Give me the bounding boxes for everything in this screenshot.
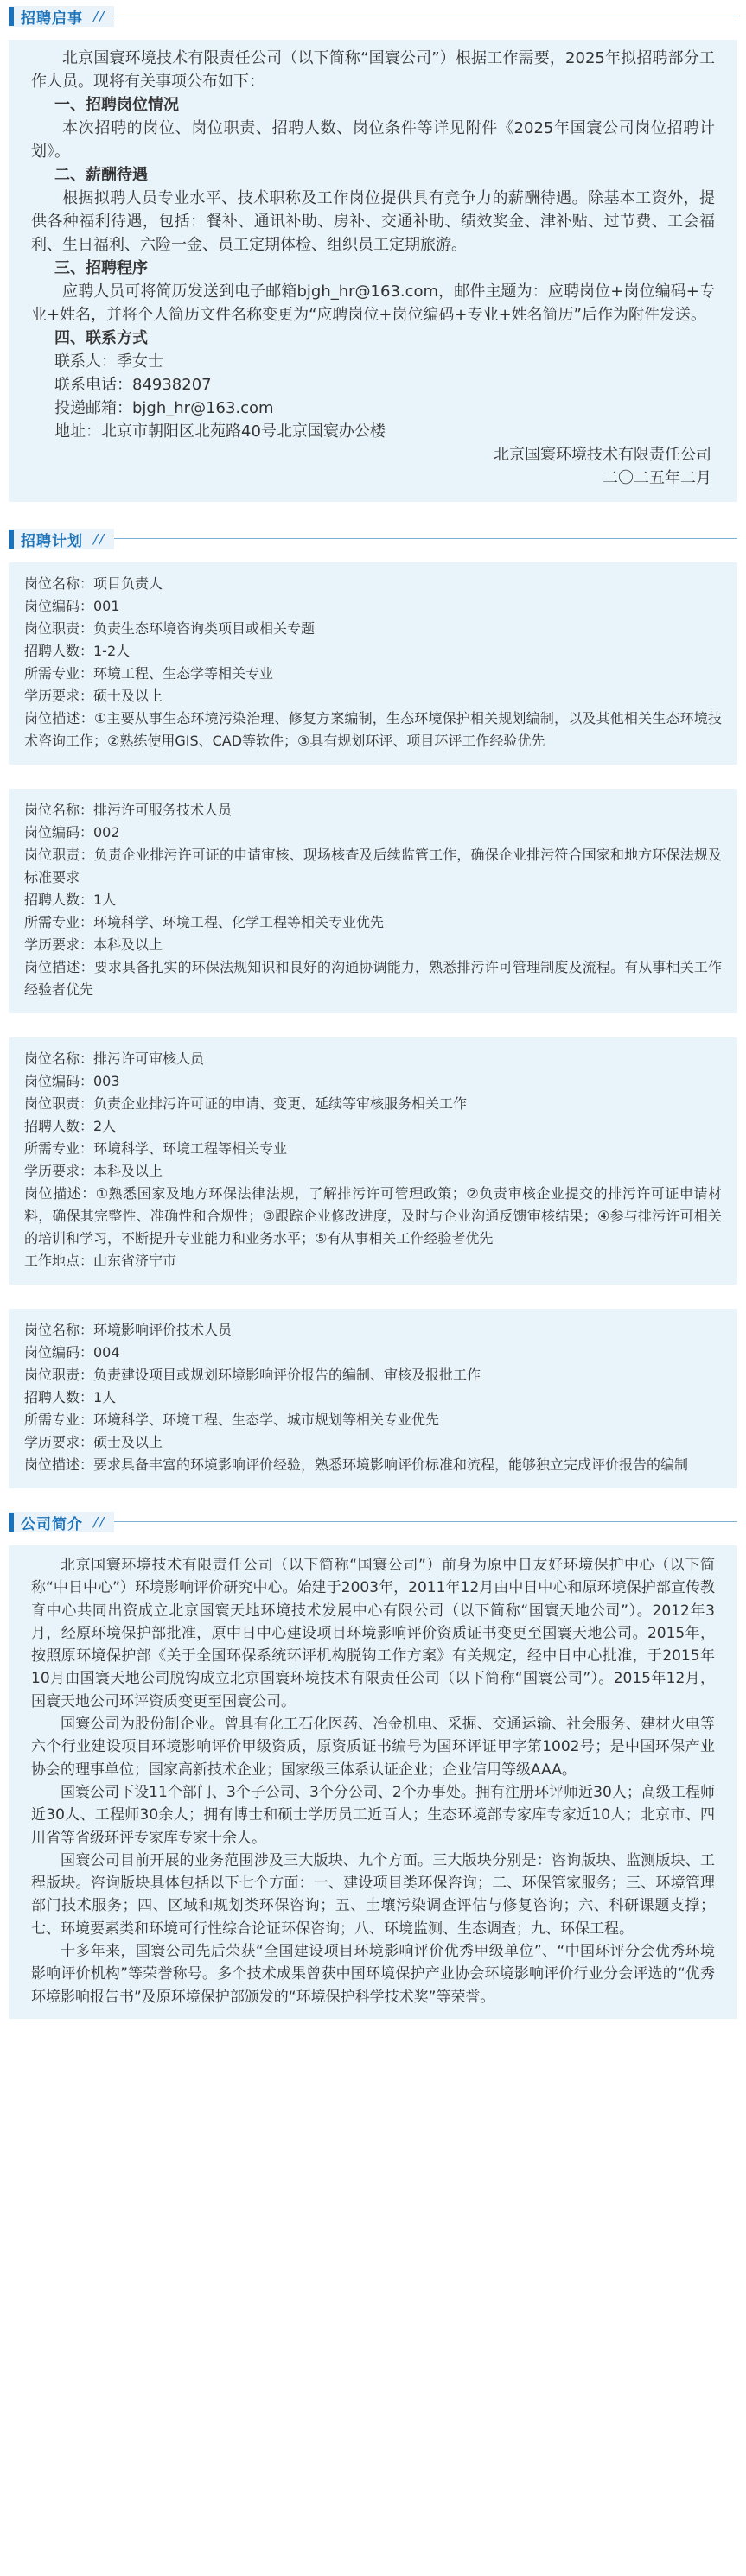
job-education: 学历要求：硕士及以上 <box>24 688 163 704</box>
notice-intro: 北京国寰环境技术有限责任公司（以下简称“国寰公司”）根据工作需要，2025年拟招聘部分工作人员。现将有关事项公布如下： <box>31 49 715 91</box>
job-duty: 岗位职责：负责生态环境咨询类项目或相关专题 <box>24 620 316 637</box>
section-header-plan <box>9 528 737 550</box>
notice-salary-text: 根据拟聘人员专业水平、技术职称及工作岗位提供具有竞争力的薪酬待遇。除基本工资外，提供各种福利待遇，包括：餐补、通讯补助、房补、交通补助、绩效奖金、津补贴、过节费、工会福利、生日福利、六险一金、员工定期体检、组织员工定期旅游。 <box>31 189 715 254</box>
section-title: 招聘计划 <box>21 532 83 550</box>
job-code: 岗位编码：003 <box>24 1073 120 1089</box>
job-count: 招聘人数：1人 <box>24 891 117 908</box>
section-slash-decoration: // <box>93 531 106 547</box>
company-qualifications: 国寰公司为股份制企业。曾具有化工石化医药、冶金机电、采掘、交通运输、社会服务、建材火电等六个行业建设项目环境影响评价甲级资质，原资质证书编号为国环评证甲字第1002号；是中国环保产业协会的理事单位；国家高新技术企业；国家级三体系认证企业；企业信用等级AAA。 <box>31 1716 715 1779</box>
job-duty: 岗位职责：负责建设项目或规划环境影响评价报告的编制、审核及报批工作 <box>24 1367 481 1383</box>
notice-panel <box>9 40 737 502</box>
notice-contact-address: 地址：北京市朝阳区北苑路40号北京国寰办公楼 <box>54 422 386 441</box>
job-count: 招聘人数：1-2人 <box>24 643 131 659</box>
job-name: 岗位名称：排污许可审核人员 <box>24 1050 205 1067</box>
job-name: 岗位名称：项目负责人 <box>24 575 163 592</box>
job-code: 岗位编码：001 <box>24 598 120 614</box>
section-tab <box>9 529 114 549</box>
notice-heading-salary: 二、薪酬待遇 <box>54 166 148 184</box>
job-card <box>9 1309 737 1488</box>
job-card <box>9 789 737 1013</box>
company-organization: 国寰公司下设11个部门、3个子公司、3个分公司、2个办事处。拥有注册环评师近30人；高级工程师近30人、工程师30余人；拥有博士和硕士学历员工近百人；生态环境部专家库专家近10人；北京市、四川省等省级环评专家库专家十余人。 <box>31 1783 715 1847</box>
section-title: 招聘启事 <box>21 10 83 28</box>
section-divider-line <box>9 538 737 539</box>
section-slash-decoration: // <box>93 9 106 24</box>
notice-positions-text: 本次招聘的岗位、岗位职责、招聘人数、岗位条件等详见附件《2025年国寰公司岗位招聘计划》。 <box>31 119 715 161</box>
job-name: 岗位名称：环境影响评价技术人员 <box>24 1322 233 1338</box>
job-education: 学历要求：本科及以上 <box>24 936 163 953</box>
job-code: 岗位编码：002 <box>24 824 120 841</box>
job-duty: 岗位职责：负责企业排污许可证的申请、变更、延续等审核服务相关工作 <box>24 1095 468 1112</box>
job-duty: 岗位职责：负责企业排污许可证的申请审核、现场核查及后续监管工作，确保企业排污符合国家和地方环保法规及标准要求 <box>24 847 722 885</box>
section-tab <box>9 6 114 27</box>
notice-date: 二〇二五年二月 <box>603 469 711 487</box>
notice-contact-phone: 联系电话：84938207 <box>54 376 212 394</box>
job-location: 工作地点：山东省济宁市 <box>24 1253 177 1269</box>
company-history: 北京国寰环境技术有限责任公司（以下简称“国寰公司”）前身为原中日友好环境保护中心（以下简称“中日中心”）环境影响评价研究中心。始建于2003年，2011年12月由中日中心和原环境保护部宣传教育中心共同出资成立北京国寰天地环境技术发展中心有限公司（以下简称“国寰天地公司”）。2012年3月，经原环境保护部批准，原中日中心建设项目环境影响评价资质证书变更至国寰天地公司。2015年，按照原环境保护部《关于全国环保系统环评机构脱钩工作方案》有关规定，经中日中心批准，于2015年10月由国寰天地公司脱钩成立北京国寰环境技术有限责任公司（以下简称“国寰公司”）。2015年12月，国寰天地公司环评资质变更至国寰公司。 <box>31 1557 715 1710</box>
job-name: 岗位名称：排污许可服务技术人员 <box>24 802 233 818</box>
notice-signature: 北京国寰环境技术有限责任公司 <box>494 446 711 464</box>
section-accent-bar <box>9 7 14 26</box>
section-slash-decoration: // <box>93 1514 106 1530</box>
job-major: 所需专业：环境工程、生态学等相关专业 <box>24 665 274 682</box>
job-card <box>9 1037 737 1285</box>
notice-contact-person: 联系人：季女士 <box>54 352 163 371</box>
company-business-scope: 国寰公司目前开展的业务范围涉及三大版块、九个方面。三大版块分别是：咨询版块、监测版块、工程版块。咨询版块具体包括以下七个方面：一、建设项目类环保咨询；二、环保管家服务；三、环境管理部门技术服务；四、区域和规划类环保咨询；五、土壤污染调查评估与修复咨询；六、科研课题支撑；七、环境要素类和环境可行性综合论证环保咨询；八、环境监测、生态调查；九、环保工程。 <box>31 1851 715 1938</box>
job-description: 岗位描述：①熟悉国家及地方环保法律法规，了解排污许可管理政策；②负责审核企业提交的排污许可证申请材料，确保其完整性、准确性和合规性；③跟踪企业修改进度，及时与企业沟通反馈审核结果；④参与排污许可相关的培训和学习，不断提升专业能力和业务水平；⑤有从事相关工作经验者优先 <box>24 1185 722 1247</box>
section-accent-bar <box>9 530 14 549</box>
notice-contact-email[interactable]: 投递邮箱：bjgh_hr@163.com <box>54 399 274 417</box>
section-divider-line <box>9 1521 737 1522</box>
job-education: 学历要求：本科及以上 <box>24 1163 163 1179</box>
section-header-notice <box>9 5 737 28</box>
section-tab <box>9 1512 114 1532</box>
job-major: 所需专业：环境科学、环境工程等相关专业 <box>24 1140 288 1157</box>
notice-heading-procedure: 三、招聘程序 <box>54 259 148 277</box>
section-title: 公司简介 <box>21 1515 83 1533</box>
notice-heading-contact: 四、联系方式 <box>54 329 148 347</box>
section-accent-bar <box>9 1513 14 1532</box>
job-major: 所需专业：环境科学、环境工程、生态学、城市规划等相关专业优先 <box>24 1412 440 1428</box>
job-description: 岗位描述：要求具备丰富的环境影响评价经验，熟悉环境影响评价标准和流程，能够独立完成评价报告的编制 <box>24 1456 689 1473</box>
job-code: 岗位编码：004 <box>24 1344 120 1361</box>
job-card <box>9 562 737 765</box>
section-header-company <box>9 1511 737 1533</box>
notice-procedure-text: 应聘人员可将简历发送到电子邮箱bjgh_hr@163.com，邮件主题为：应聘岗位+岗位编码+专业+姓名，并将个人简历文件名称变更为“应聘岗位+岗位编码+专业+姓名简历”后作为附件发送。 <box>31 282 715 324</box>
company-panel <box>9 1545 737 2019</box>
job-description: 岗位描述：要求具备扎实的环保法规知识和良好的沟通协调能力，熟悉排污许可管理制度及流程。有从事相关工作经验者优先 <box>24 959 722 998</box>
job-count: 招聘人数：1人 <box>24 1389 117 1405</box>
job-description: 岗位描述：①主要从事生态环境污染治理、修复方案编制，生态环境保护相关规划编制，以及其他相关生态环境技术咨询工作；②熟练使用GIS、CAD等软件；③具有规划环评、项目环评工作经验优先 <box>24 710 722 749</box>
job-education: 学历要求：硕士及以上 <box>24 1434 163 1450</box>
job-major: 所需专业：环境科学、环境工程、化学工程等相关专业优先 <box>24 914 385 930</box>
notice-heading-positions: 一、招聘岗位情况 <box>54 96 179 114</box>
company-honors: 十多年来，国寰公司先后荣获“全国建设项目环境影响评价优秀甲级单位”、“中国环评分会优秀环境影响评价机构”等荣誉称号。多个技术成果曾获中国环境保护产业协会环境影响评价行业分会评选的“优秀环境影响报告书”及原环境保护部颁发的“环境保护科学技术奖”等荣誉。 <box>31 1943 715 2006</box>
job-count: 招聘人数：2人 <box>24 1118 117 1134</box>
